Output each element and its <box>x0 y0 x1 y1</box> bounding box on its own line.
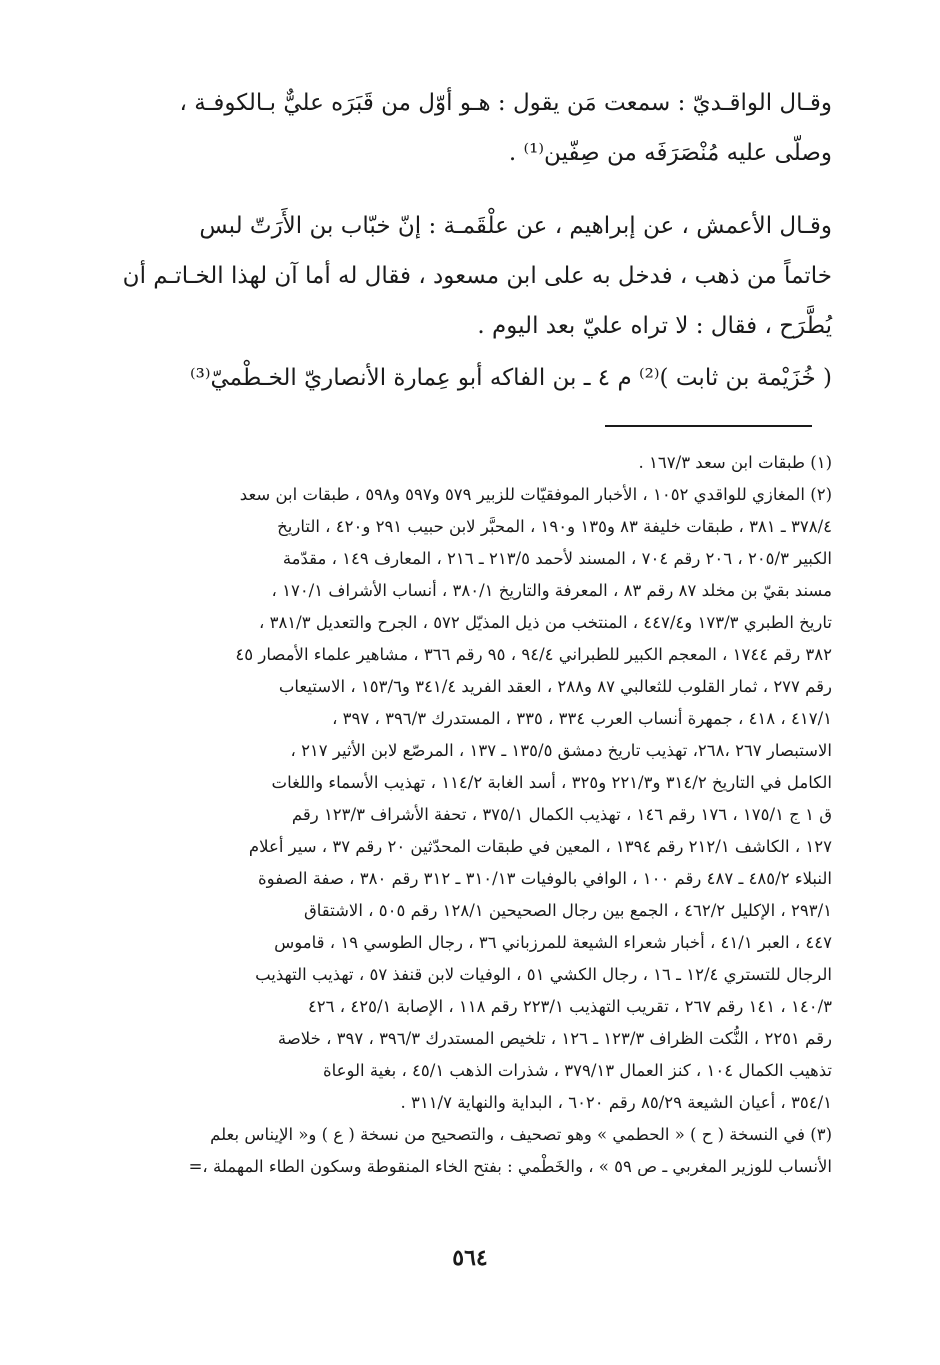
footnote-2-line-14: ٢٩٣/١ ، الإكليل ٤٦٢/٢ ، الجمع بين رجال الصحيحين ١٢٨/١ رقم ٥٠٥ ، الاشتقاق <box>303 901 832 920</box>
footnote-2-line-20: ٣٥٤/١ ، أعيان الشيعة ٨٥/٢٩ رقم ٦٠٢٠ ، البداية والنهاية ٣١١/٧ . <box>400 1093 832 1112</box>
footnote-2-line-5: تاريخ الطبري ١٧٣/٣ و٤٤٧/٤ ، المنتخب من ذيل المذيّل ٥٧٢ ، الجرح والتعديل ٣٨١/٣ ، <box>259 613 832 632</box>
body-line-5: يُطَّرَح ، فقال : لا تراه عليّ بعد اليوم . <box>477 313 832 339</box>
footnote-2-line-6: ٣٨٢ رقم ١٧٤٤ ، المعجم الكبير للطبراني ٩٤/٤ ، ٩٥ رقم ٣٦٦ ، مشاهير علماء الأمصار ٤٥ <box>235 645 832 664</box>
footnote-2-line-9: الاستبصار ٢٦٧ ،٢٦٨، تهذيب تاريخ دمشق ١٣٥/٥ ـ ١٣٧ ، المرصّع لابن الأثير ٢١٧ ، <box>290 741 832 760</box>
body-line-6: ( خُزَيْمة بن ثابت )⁽²⁾ م ٤ ـ بن الفاكه أبو عِمارة الأنصاريّ الخـطْميّ⁽³⁾ <box>189 365 832 391</box>
footnote-2-line-18: رقم ٢٢٥١ ، النُّكت الظراف ١٢٣/٣ ـ ١٢٦ ، تلخيص المستدرك ٣٩٦/٣ ، ٣٩٧ ، خلاصة <box>277 1029 832 1048</box>
footnote-2-line-4: مسند بقيّ بن مخلد ٨٧ رقم ٨٣ ، المعرفة والتاريخ ٣٨٠/١ ، أنساب الأشراف ١٧٠/١ ، <box>271 581 832 600</box>
body-line-3: وقـال الأعمش ، عن إبراهيم ، عن علْقَمـة : إنّ خبّاب بن الأَرَتّ لبس <box>199 213 832 239</box>
footnote-2-line-2: ٣٧٨/٤ ـ ٣٨١ ، طبقات خليفة ٨٣ و١٣٥ و١٩٠ ، المحبَّر لابن حبيب ٢٩١ و٤٢٠ ، التاريخ <box>277 517 832 536</box>
footnote-2-line-19: تذهيب الكمال ١٠٤ ، كنز العمال ٣٧٩/١٣ ، شذرات الذهب ٤٥/١ ، بغية الوعاة <box>322 1061 832 1080</box>
footnote-2-line-10: الكامل في التاريخ ٣١٤/٢ و٢٢١/٣ و٣٢٥ ، أسد الغابة ١١٤/٢ ، تهذيب الأسماء واللغات <box>271 773 832 792</box>
body-line-4: خاتماً من ذهب ، فدخل به على ابن مسعود ، فقال له أما آن لهذا الخـاتـم أن <box>122 263 832 289</box>
footnote-2-line-16: الرجال للتستري ١٢/٤ ـ ١٦ ، رجال الكشي ٥١ ، الوفيات لابن قنفذ ٥٧ ، تهذيب التهذيب <box>255 965 832 984</box>
page-number: ٥٦٤ <box>452 1245 488 1271</box>
footnote-2-line-15: ٤٤٧ ، العبر ٤١/١ ، أخبار شعراء الشيعة للمرزباني ٣٦ ، رجال الطوسي ١٩ ، قاموس <box>274 933 832 952</box>
body-line-2: وصلّى عليه مُنْصَرَفَه من صِفّين⁽¹⁾ . <box>508 140 832 166</box>
footnote-2-line-1: (٢) المغازي للواقدي ١٠٥٢ ، الأخبار الموفقيّات للزبير ٥٧٩ و٥٩٧ و٥٩٨ ، طبقات ابن سعد <box>239 485 832 504</box>
footnote-2-line-8: ٤١٧/١ ، ٤١٨ ، جمهرة أنساب العرب ٣٣٤ ، ٣٣٥ ، المستدرك ٣٩٦/٣ ، ٣٩٧ ، <box>332 709 832 728</box>
footnote-2-line-13: النبلاء ٤٨٥/٢ ـ ٤٨٧ رقم ١٠٠ ، الوافي بالوفيات ٣١٠/١٣ ـ ٣١٢ رقم ٣٨٠ ، صفة الصفوة <box>258 869 832 888</box>
footnote-2-line-3: الكبير ٢٠٥/٣ ، ٢٠٦ رقم ٧٠٤ ، المسند لأحمد ٢١٣/٥ ـ ٢١٦ ، المعارف ١٤٩ ، مقدّمة <box>282 549 832 568</box>
body-line-1: وقـال الواقـديّ : سمعت مَن يقول : هـو أوّل من قَبَرَه عليٌّ بـالكوفـة ، <box>179 90 832 116</box>
footnote-2-line-7: رقم ٢٧٧ ، ثمار القلوب للثعالبي ٨٧ و٢٨٨ ، العقد الفريد ٣٤١/٤ و١٥٣/٦ ، الاستيعاب <box>278 677 832 696</box>
footnote-2-line-17: ١٤٠/٣ ، ١٤١ رقم ٢٦٧ ، تقريب التهذيب ٢٢٣/١ رقم ١١٨ ، الإصابة ٤٢٥/١ ، ٤٢٦ <box>307 997 832 1016</box>
footnote-2-line-12: ١٢٧ ، الكاشف ٢١٢/١ رقم ١٣٩٤ ، المعين في طبقات المحدّثين ٢٠ رقم ٣٧ ، سير أعلام <box>248 837 832 856</box>
footnote-rule <box>605 425 812 427</box>
footnote-3-line-2: الأنساب للوزير المغربي ـ ص ٥٩ » ، والخَطْمي : بفتح الخاء المنقوطة وسكون الطاء المهملة ،= <box>188 1157 832 1176</box>
footnote-2-line-11: ق ١ ج ١٧٥/١ ، ١٧٦ رقم ١٤٦ ، تهذيب الكمال ٣٧٥/١ ، تحفة الأشراف ١٢٣/٣ رقم <box>291 805 832 824</box>
footnote-1: (١) طبقات ابن سعد ١٦٧/٣ . <box>638 453 832 472</box>
footnote-3-line-1: (٣) في النسخة ( ح ) « الحطمي » وهو تصحيف ، والتصحيح من نسخة ( ع ) و« الإيناس بعلم <box>210 1125 832 1144</box>
